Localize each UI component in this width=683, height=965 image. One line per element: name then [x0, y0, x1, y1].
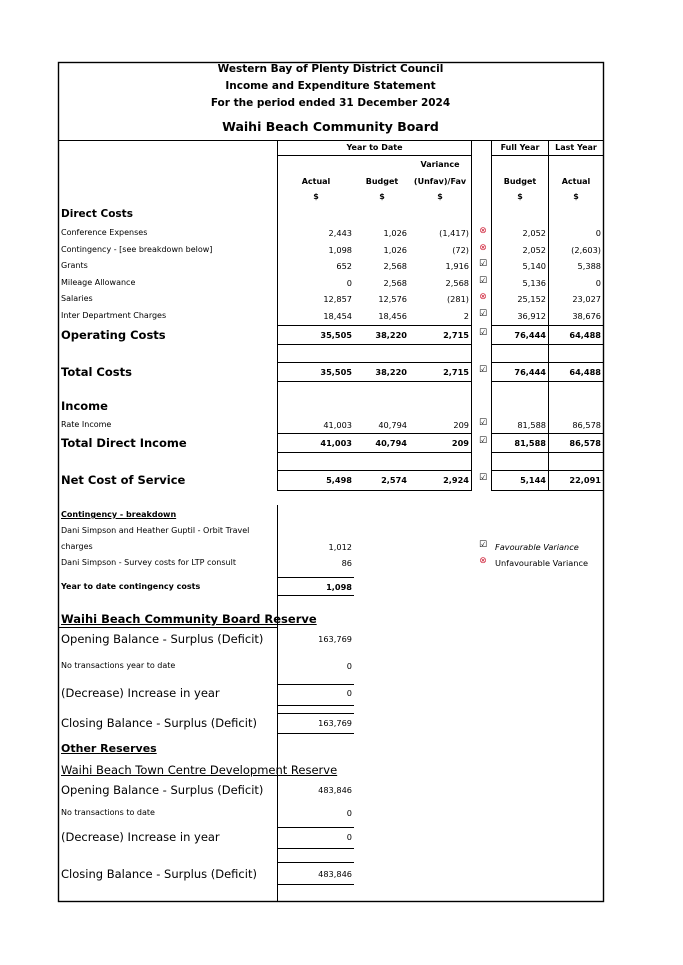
direct-cost-budget: 2,568: [383, 261, 407, 271]
other-reserves-change-label: (Decrease) Increase in year: [61, 830, 220, 844]
operating-costs-actual: 35,505: [320, 330, 352, 340]
budget-unit: $: [379, 192, 385, 201]
direct-cost-ly-actual: 0: [595, 228, 601, 238]
direct-cost-variance: 1,916: [445, 261, 469, 271]
statement-title: Income and Expenditure Statement: [225, 80, 436, 92]
legend-favourable-label: Favourable Variance: [495, 542, 579, 552]
fy-budget-unit: $: [517, 192, 523, 201]
total-costs-variance: 2,715: [443, 367, 469, 377]
unfav-fav-header: (Unfav)/Fav: [413, 177, 467, 186]
variance-header: Variance: [420, 160, 460, 169]
direct-cost-fy-budget: 36,912: [517, 311, 546, 321]
direct-cost-ly-actual: 38,676: [572, 311, 601, 321]
rate-income-budget: 40,794: [378, 420, 407, 430]
net-cost-variance: 2,924: [443, 475, 469, 485]
operating-costs-fy-budget: 76,444: [514, 330, 546, 340]
board-name: Waihi Beach Community Board: [222, 119, 439, 134]
direct-cost-actual: 0: [346, 278, 352, 288]
direct-cost-variance: (281): [446, 294, 469, 304]
contingency-item2-amount: 86: [341, 558, 352, 568]
rate-income-fy-budget: 81,588: [517, 420, 546, 430]
other-reserves-closing-amount: 483,846: [318, 869, 352, 879]
total-costs-favourable-icon: ☑: [478, 365, 488, 375]
ly-actual-unit: $: [573, 192, 579, 201]
other-reserves-closing-label: Closing Balance - Surplus (Deficit): [61, 867, 257, 881]
contingency-item1-line1: Dani Simpson and Heather Guptil - Orbit Travel: [61, 526, 250, 535]
total-direct-income-variance: 209: [451, 438, 469, 448]
direct-cost-label: Salaries: [61, 294, 93, 303]
other-reserves-change-amount: 0: [346, 832, 352, 842]
favourable-check-icon: ☑: [478, 259, 488, 269]
reserve-change-amount: 0: [346, 688, 352, 698]
rate-income-variance: 209: [453, 420, 469, 430]
contingency-item1-line2: charges: [61, 542, 93, 551]
direct-cost-actual: 12,857: [323, 294, 352, 304]
direct-cost-budget: 1,026: [383, 228, 407, 238]
total-costs-actual: 35,505: [320, 367, 352, 377]
direct-cost-variance: 2: [463, 311, 469, 321]
rate-income-ly-actual: 86,578: [572, 420, 601, 430]
legend-favourable-icon: ☑: [478, 540, 488, 550]
legend-unfavourable-icon: ⊗: [479, 556, 487, 566]
direct-cost-budget: 1,026: [383, 245, 407, 255]
net-cost-favourable-icon: ☑: [478, 473, 488, 483]
reserve-no-tx-label: No transactions year to date: [61, 661, 176, 670]
rate-income-favourable-icon: ☑: [478, 418, 488, 428]
legend-unfavourable-label: Unfavourable Variance: [495, 558, 588, 568]
direct-cost-actual: 18,454: [323, 311, 352, 321]
direct-cost-ly-actual: (2,603): [571, 245, 601, 255]
unfavourable-cross-icon: ⊗: [479, 243, 487, 253]
other-reserves-no-tx-label: No transactions to date: [61, 808, 155, 817]
direct-cost-ly-actual: 5,388: [577, 261, 601, 271]
other-reserves-no-tx-amount: 0: [346, 808, 352, 818]
net-cost-label: Net Cost of Service: [61, 473, 186, 487]
council-name: Western Bay of Plenty District Council: [217, 63, 444, 75]
direct-cost-fy-budget: 2,052: [522, 228, 546, 238]
total-costs-budget: 38,220: [375, 367, 407, 377]
total-costs-label: Total Costs: [61, 365, 132, 379]
direct-cost-budget: 2,568: [383, 278, 407, 288]
favourable-check-icon: ☑: [478, 309, 488, 319]
other-reserves-subtitle: Waihi Beach Town Centre Development Reserve: [61, 763, 338, 777]
direct-cost-label: Conference Expenses: [61, 228, 148, 237]
direct-cost-actual: 652: [336, 261, 352, 271]
direct-cost-variance: 2,568: [445, 278, 469, 288]
net-cost-ly-actual: 22,091: [569, 475, 601, 485]
operating-costs-label: Operating Costs: [61, 328, 166, 342]
contingency-item1-amount: 1,012: [328, 542, 352, 552]
reserve-no-tx-amount: 0: [346, 661, 352, 671]
total-direct-income-fy-budget: 81,588: [514, 438, 546, 448]
period-label: For the period ended 31 December 2024: [210, 97, 451, 109]
reserve-title: Waihi Beach Community Board Reserve: [61, 612, 317, 626]
total-direct-income-label: Total Direct Income: [61, 436, 187, 450]
direct-cost-fy-budget: 25,152: [517, 294, 546, 304]
total-direct-income-actual: 41,003: [320, 438, 352, 448]
variance-unit: $: [437, 192, 443, 201]
operating-costs-ly-actual: 64,488: [569, 330, 601, 340]
other-reserves-opening-label: Opening Balance - Surplus (Deficit): [61, 783, 264, 797]
contingency-total-amount: 1,098: [326, 582, 352, 592]
net-cost-actual: 5,498: [326, 475, 352, 485]
net-cost-budget: 2,574: [381, 475, 407, 485]
total-direct-income-budget: 40,794: [375, 438, 407, 448]
direct-cost-ly-actual: 0: [595, 278, 601, 288]
reserve-opening-label: Opening Balance - Surplus (Deficit): [61, 632, 264, 646]
net-cost-fy-budget: 5,144: [520, 475, 546, 485]
ly-actual-header: Actual: [561, 177, 591, 186]
direct-cost-label: Grants: [61, 261, 88, 270]
reserve-closing-label: Closing Balance - Surplus (Deficit): [61, 716, 257, 730]
direct-cost-fy-budget: 5,136: [522, 278, 546, 288]
unfavourable-cross-icon: ⊗: [479, 226, 487, 236]
contingency-item2: Dani Simpson - Survey costs for LTP consult: [61, 558, 236, 567]
direct-cost-label: Inter Department Charges: [61, 311, 167, 320]
direct-cost-variance: (1,417): [439, 228, 469, 238]
operating-costs-favourable-icon: ☑: [478, 328, 488, 338]
operating-costs-budget: 38,220: [375, 330, 407, 340]
contingency-total-label: Year to date contingency costs: [61, 582, 201, 591]
total-direct-income-favourable-icon: ☑: [478, 436, 488, 446]
direct-cost-fy-budget: 5,140: [522, 261, 546, 271]
total-direct-income-ly-actual: 86,578: [569, 438, 601, 448]
direct-cost-ly-actual: 23,027: [572, 294, 601, 304]
rate-income-actual: 41,003: [323, 420, 352, 430]
total-costs-fy-budget: 76,444: [514, 367, 546, 377]
fy-budget-header: Budget: [503, 177, 537, 186]
direct-cost-budget: 18,456: [378, 311, 407, 321]
favourable-check-icon: ☑: [478, 276, 488, 286]
reserve-opening-amount: 163,769: [318, 634, 352, 644]
other-reserves-opening-amount: 483,846: [318, 785, 352, 795]
income-title: Income: [61, 399, 108, 413]
total-costs-ly-actual: 64,488: [569, 367, 601, 377]
actual-unit: $: [313, 192, 319, 201]
ytd-header: Year to Date: [346, 143, 403, 152]
direct-cost-budget: 12,576: [378, 294, 407, 304]
rate-income-label: Rate Income: [61, 420, 112, 429]
reserve-closing-amount: 163,769: [318, 718, 352, 728]
budget-header: Budget: [365, 177, 399, 186]
other-reserves-title: Other Reserves: [61, 742, 157, 755]
direct-costs-title: Direct Costs: [61, 208, 133, 220]
direct-cost-variance: (72): [452, 245, 469, 255]
direct-cost-label: Mileage Allowance: [61, 278, 136, 287]
unfavourable-cross-icon: ⊗: [479, 292, 487, 302]
direct-cost-fy-budget: 2,052: [522, 245, 546, 255]
full-year-header: Full Year: [500, 143, 540, 152]
direct-cost-label: Contingency - [see breakdown below]: [61, 245, 213, 254]
operating-costs-variance: 2,715: [443, 330, 469, 340]
reserve-change-label: (Decrease) Increase in year: [61, 686, 220, 700]
actual-header: Actual: [301, 177, 331, 186]
direct-cost-actual: 1,098: [328, 245, 352, 255]
direct-cost-actual: 2,443: [328, 228, 352, 238]
contingency-title: Contingency - breakdown: [61, 510, 177, 519]
last-year-header: Last Year: [555, 143, 597, 152]
